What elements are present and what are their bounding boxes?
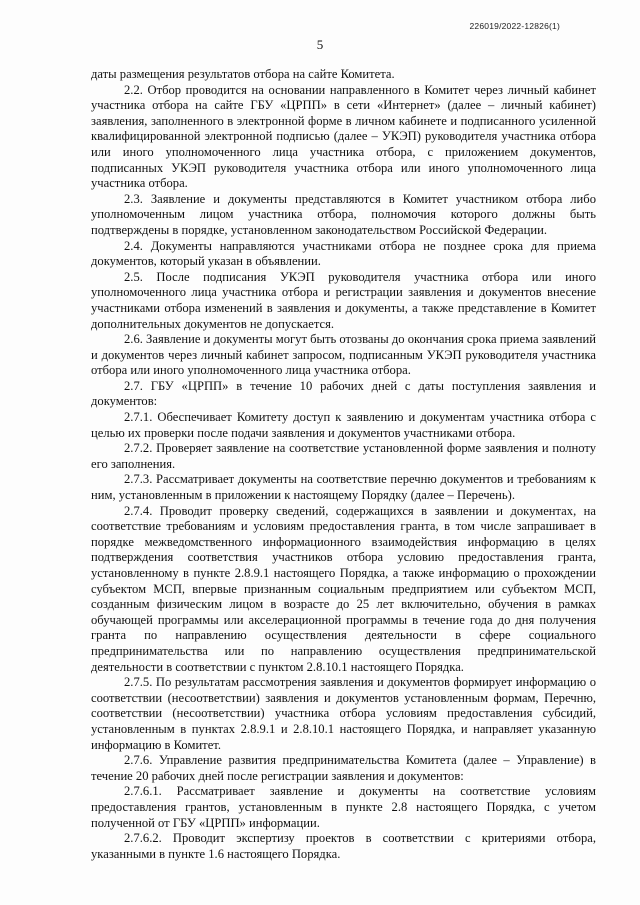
paragraph-2-5: 2.5. После подписания УКЭП руководителя участника отбора или иного уполномоченного лица участника отбора и регистрации заявления и документов внесение участниками отбора изменений в заявления и документы, а также представление в Комитет дополнительных документов не допускается. bbox=[91, 269, 596, 331]
paragraph-2-3: 2.3. Заявление и документы представляются в Комитет участником отбора либо уполномоченным лицом участника отбора, полномочия которого должны быть подтверждены в порядке, установленном законодательством Российской Федерации. bbox=[91, 191, 596, 237]
paragraph-2-7-1: 2.7.1. Обеспечивает Комитету доступ к заявлению и документам участника отбора с целью их проверки после подачи заявления и документов участниками отбора. bbox=[91, 410, 596, 440]
document-body bbox=[91, 67, 596, 862]
paragraph-2-6: 2.6. Заявление и документы могут быть отозваны до окончания срока приема заявлений и документов через личный кабинет запросом, подписанным УКЭП руководителя участника отбора или иного уполномоченного лица участника отбора. bbox=[91, 332, 596, 378]
paragraph-2-7-6: 2.7.6. Управление развития предпринимательства Комитета (далее – Управление) в течение 20 рабочих дней после регистрации заявления и документов: bbox=[91, 753, 596, 783]
paragraph-2-2: 2.2. Отбор проводится на основании направленного в Комитет через личный кабинет участника отбора на сайте ГБУ «ЦРПП» в сети «Интернет» (далее – личный кабинет) заявления, заполненного в электронной форме в личном кабинете и подписанного усиленной квалифицированной электронной подписью (далее – УКЭП) руководителя участника отбора или иного уполномоченного лица участника отбора, с приложением документов, подписанных УКЭП руководителя участника отбора или иного уполномоченного лица участника отбора. bbox=[91, 82, 596, 191]
paragraph-continuation: даты размещения результатов отбора на сайте Комитета. bbox=[91, 67, 395, 81]
paragraph-2-7-4: 2.7.4. Проводит проверку сведений, содержащихся в заявлении и документах, на соответствие требованиям и условиям предоставления гранта, в том числе запрашивает в порядке межведомственного информационного взаимодействия информацию в целях подтверждения соответствия участников отбора условию предоставления гранта, установленному в пункте 2.8.9.1 настоящего Порядка, а также информацию о прохождении субъектом МСП, впервые признанным социальным предприятием или субъектом МСП, созданным физическим лицом в возрасте до 25 лет включительно, обучения в рамках обучающей программы или акселерационной программы в течение года до дня получения гранта по направлению осуществления деятельности в сфере социального предпринимательства или по направлению осуществления предпринимательской деятельности в соответствии с пунктом 2.8.10.1 настоящего Порядка. bbox=[91, 503, 596, 674]
paragraph-2-4: 2.4. Документы направляются участниками отбора не позднее срока для приема документов, который указан в объявлении. bbox=[91, 238, 596, 269]
page-number: 5 bbox=[316, 37, 324, 52]
paragraph-2-7-3: 2.7.3. Рассматривает документы на соответствие перечню документов и требованиям к ним, установленным в приложении к настоящему Порядку (далее – Перечень). bbox=[91, 472, 596, 503]
paragraph-2-7-5: 2.7.5. По результатам рассмотрения заявления и документов формирует информацию о соответствии (несоответствии) заявления и документов установленным формам, Перечню, соответствии (несоответствии) участника отбора условиям предоставления субсидий, установленным в пунктах 2.8.9.1 и 2.8.10.1 настоящего Порядка, и направляет указанную информацию в Комитет. bbox=[91, 675, 596, 752]
paragraph-2-7-6-2: 2.7.6.2. Проводит экспертизу проектов в соответствии с критериями отбора, указанными в пункте 1.6 настоящего Порядка. bbox=[91, 831, 596, 861]
paragraph-2-7: 2.7. ГБУ «ЦРПП» в течение 10 рабочих дней с даты поступления заявления и документов: bbox=[91, 378, 596, 409]
paragraph-2-7-6-1: 2.7.6.1. Рассматривает заявление и документы на соответствие условиям предоставления грантов, установленным в пункте 2.8 настоящего Порядка, с учетом полученной от ГБУ «ЦРПП» информации. bbox=[91, 784, 596, 830]
paragraph-2-7-2: 2.7.2. Проверяет заявление на соответствие установленной форме заявления и полноту его заполнения. bbox=[91, 441, 596, 471]
document-registration-number: 226019/2022-12826(1) bbox=[469, 21, 560, 31]
